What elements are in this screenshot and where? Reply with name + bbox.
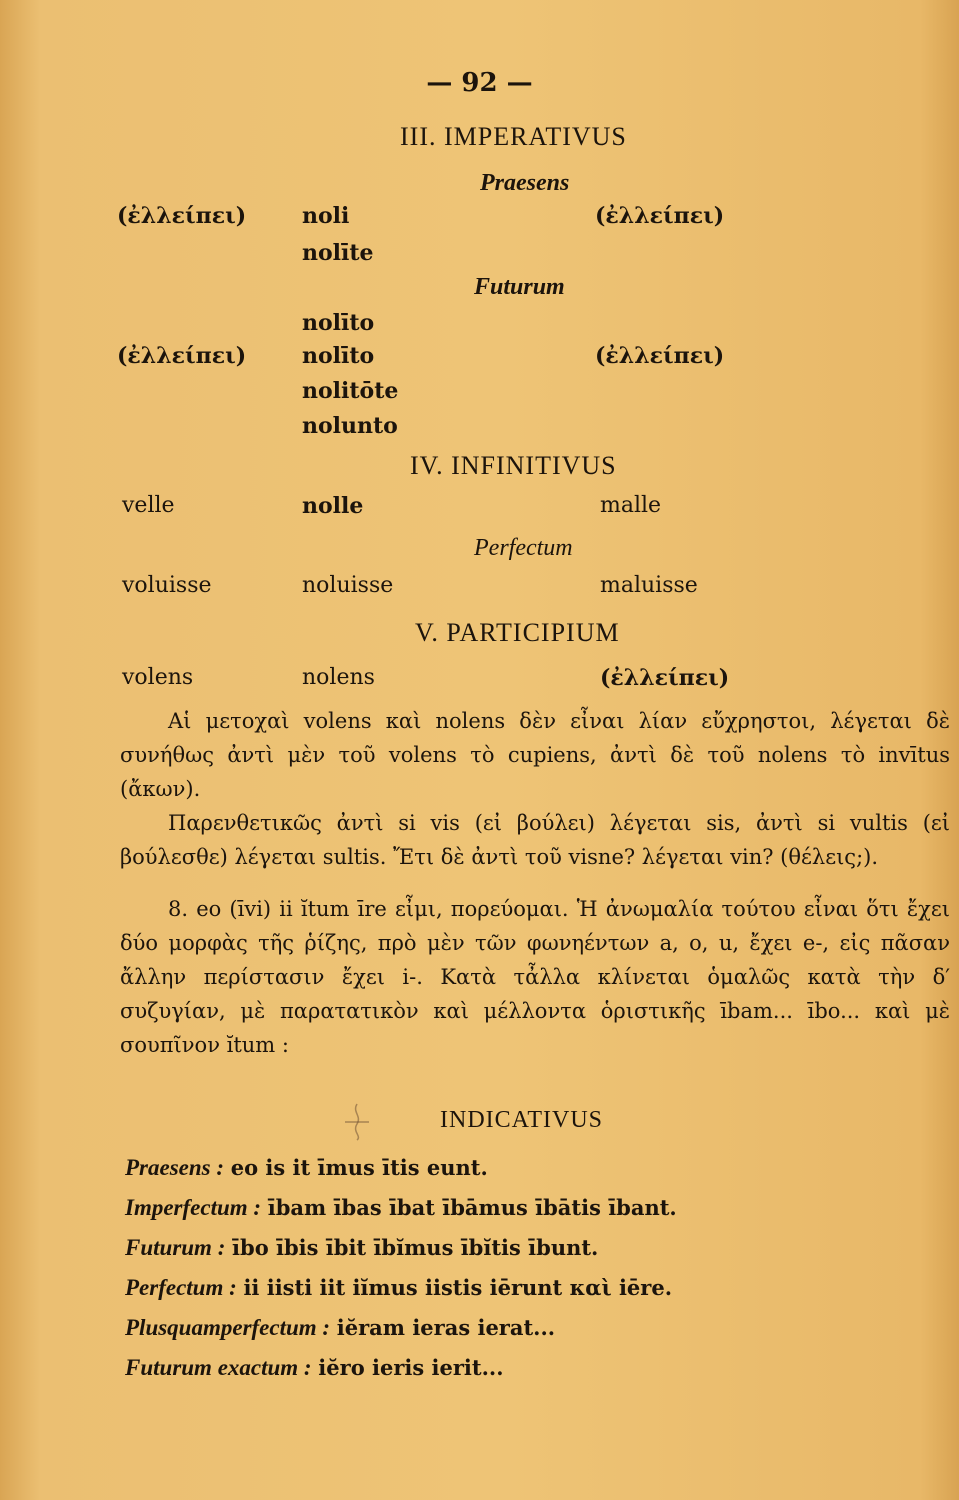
imperativus-praesens-label: Praesens [480, 170, 570, 196]
ornament-icon [342, 1102, 372, 1142]
page-number: — 92 — [426, 68, 533, 98]
imperativus-heading: III. IMPERATIVUS [400, 122, 627, 151]
imperativus-praesens-col2-row2: nolīte [302, 240, 374, 266]
participium-col1: volens [122, 665, 194, 690]
imperativus-praesens-col2: noli [302, 203, 350, 229]
imperativus-praesens-col1: (ἐλλείπει) [117, 203, 247, 229]
participium-col3: (ἐλλείπει) [600, 665, 730, 691]
futurum-form: nolīto [302, 343, 375, 369]
paragraph-parenthetical: Παρενθετικῶς ἀντὶ si vis (εἰ βούλει) λέγεται sis, ἀντὶ si vultis (εἰ βούλεσθε) λέγεται sultis. Ἔτι δὲ ἀντὶ τοῦ visne? λέγεται vin? (θέλεις;). [120, 811, 950, 869]
tense-forms: iĕro ieris ierit... [318, 1355, 504, 1380]
participium-col2: nolens [302, 665, 375, 690]
conjugation-row [125, 1235, 598, 1261]
conjugation-row [125, 1315, 555, 1341]
paragraph-eo: 8. eo (īvi) ii ĭtum īre εἶμι, πορεύομαι. Ἡ ἀνωμαλία τούτου εἶναι ὅτι ἔχει δύο μορφὰς τῆς ῥίζης, πρὸ μὲν τῶν φωνηέντων a, o, u, ἔχει e-, εἰς πᾶσαν ἄλλην περίστασιν ἔχει i-. Κατὰ τἆλλα κλίνεται ὁμαλῶς κατὰ τὴν δ′ συζυγίαν, μὲ παρατατικὸν καὶ μέλλοντα ὁριστικῆς ībam... ībo... καὶ μὲ σουπῖνον ĭtum : [120, 897, 950, 1057]
tense-label: Perfectum : [125, 1275, 237, 1300]
tense-forms: eo is it īmus ītis eunt. [230, 1155, 488, 1180]
tense-label: Plusquamperfectum : [125, 1315, 331, 1340]
paragraph-participles: Αἱ μετοχαὶ volens καὶ nolens δὲν εἶναι λίαν εὔχρηστοι, λέγεται δὲ συνήθως ἀντὶ μὲν τοῦ volens τὸ cupiens, ἀντὶ δὲ τοῦ nolens τὸ invītus (ἄκων). [120, 709, 950, 801]
infinitivus-praesens-col1: velle [122, 493, 175, 518]
infinitivus-perfectum-label: Perfectum [474, 535, 573, 561]
tense-forms: ii iisti iit iĭmus iistis iērunt καὶ iēre. [243, 1275, 673, 1300]
infinitivus-perfectum-col3: maluisse [600, 573, 698, 598]
participium-heading: V. PARTICIPIUM [415, 618, 620, 647]
indicativus-heading: INDICATIVUS [440, 1107, 603, 1133]
tense-label: Futurum : [125, 1235, 226, 1260]
infinitivus-perfectum-col2: noluisse [302, 573, 394, 598]
futurum-form: nolīto [302, 310, 375, 336]
imperativus-futurum-col3: (ἐλλείπει) [595, 343, 725, 369]
conjugation-row [125, 1355, 504, 1381]
infinitivus-heading: IV. INFINITIVUS [410, 451, 617, 480]
tense-forms: ībo ībis ībit ībĭmus ībĭtis ībunt. [232, 1235, 599, 1260]
tense-forms: ībam ības ībat ībāmus ībātis ībant. [267, 1195, 677, 1220]
conjugation-row [125, 1155, 488, 1181]
imperativus-futurum-label: Futurum [474, 274, 565, 300]
imperativus-futurum-col1: (ἐλλείπει) [117, 343, 247, 369]
infinitivus-perfectum-col1: voluisse [122, 573, 212, 598]
conjugation-row [125, 1195, 677, 1221]
tense-label: Imperfectum : [125, 1195, 262, 1220]
infinitivus-praesens-col2: nolle [302, 493, 364, 519]
imperativus-praesens-col3: (ἐλλείπει) [595, 203, 725, 229]
futurum-form: nolunto [302, 413, 398, 439]
body-text [120, 704, 950, 1062]
futurum-form: nolitōte [302, 378, 399, 404]
tense-forms: iĕram ieras ierat... [336, 1315, 556, 1340]
tense-label: Praesens : [125, 1155, 225, 1180]
infinitivus-praesens-col3: malle [600, 493, 662, 518]
tense-label: Futurum exactum : [125, 1355, 312, 1380]
conjugation-row [125, 1275, 672, 1301]
